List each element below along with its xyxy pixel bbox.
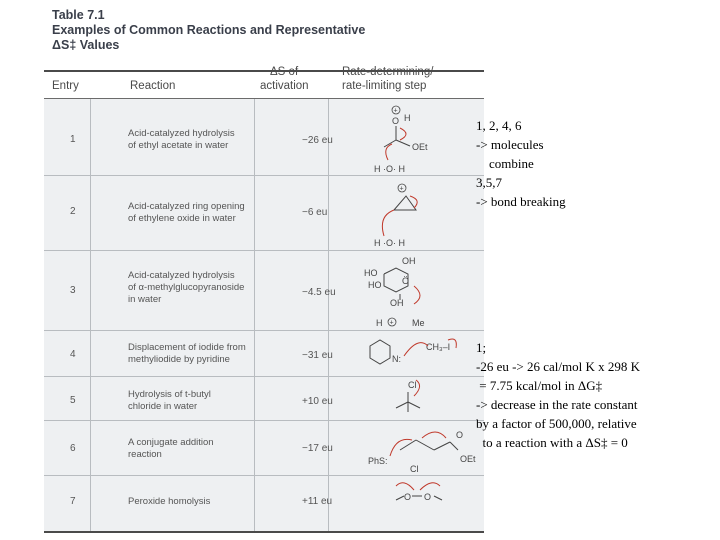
row-3-reaction	[128, 270, 278, 306]
r7-o2: O	[424, 492, 432, 502]
r4-ch3i: CH₃–I	[426, 342, 451, 352]
textbook-table-scan	[30, 0, 476, 540]
note-line: by a factor of 500,000, relative	[476, 416, 637, 431]
mechanism-diagrams	[360, 100, 484, 532]
row-6-entry: 6	[70, 443, 76, 454]
r3-h: H	[376, 318, 383, 328]
row-3-reaction-line: in water	[128, 294, 162, 305]
row-5-entry: 5	[70, 395, 76, 406]
row-4-reaction-line: methyliodide by pyridine	[128, 354, 230, 365]
note-line: to a reaction with a ΔS‡ = 0	[476, 435, 628, 450]
table-subtitle: Examples of Common Reactions and Representative ΔS‡ Values	[52, 23, 366, 52]
notes-block-1	[476, 116, 566, 211]
row-1-reaction-line: Acid-catalyzed hydrolysis	[128, 128, 235, 139]
mechanism-row-5	[396, 380, 420, 412]
r1-o: O	[392, 116, 400, 126]
row-3-reaction-line: Acid-catalyzed hydrolysis	[128, 270, 235, 281]
header-ds-1: ΔS of	[270, 66, 299, 78]
row-2-reaction	[128, 201, 278, 225]
note-line: -26 eu -> 26 cal/mol K x 298 K	[476, 359, 641, 374]
row-6-reaction-line: A conjugate addition	[128, 437, 214, 448]
row-2-ds: −6 eu	[302, 207, 328, 218]
r6-o: O	[456, 430, 464, 440]
r1-water: H ·O· H	[374, 164, 405, 174]
svg-text:+: +	[389, 319, 394, 327]
r1-h: H	[404, 113, 411, 123]
column-divider-1	[90, 99, 91, 532]
r3-ho1: HO	[364, 268, 378, 278]
mechanism-row-3	[364, 256, 425, 328]
mechanism-row-1	[374, 106, 428, 174]
note-line: -> molecules	[476, 137, 544, 152]
row-1-entry: 1	[70, 134, 76, 145]
row-1-reaction	[128, 128, 278, 152]
row-6-reaction-line: reaction	[128, 449, 162, 460]
header-reaction: Reaction	[130, 80, 176, 92]
row-2-reaction-line: of ethylene oxide in water	[128, 213, 236, 224]
r3-oh: OH	[402, 256, 416, 266]
svg-text:+: +	[399, 185, 404, 193]
svg-text:+: +	[393, 107, 398, 115]
note-line: 3,5,7	[476, 175, 502, 190]
header-ds-2: activation	[260, 80, 309, 92]
row-7-ds: +11 eu	[302, 496, 333, 507]
r4-n: N:	[392, 354, 401, 364]
r6-cl: Cl	[410, 464, 419, 474]
note-line: 1, 2, 4, 6	[476, 118, 522, 133]
table-title: Table 7.1	[52, 8, 105, 22]
r6-oet: OEt	[460, 454, 476, 464]
row-4-reaction	[128, 342, 278, 366]
r1-oet: OEt	[412, 142, 428, 152]
row-7-reaction	[128, 496, 278, 508]
r3-o: Ö	[402, 276, 410, 286]
mechanism-row-4	[370, 339, 456, 364]
r3-me: Me	[412, 318, 425, 328]
row-5-reaction	[128, 389, 278, 413]
r7-o1: O	[404, 492, 412, 502]
row-5-reaction-line: chloride in water	[128, 401, 198, 412]
notes-block-2	[476, 338, 640, 452]
note-line: -> decrease in the rate constant	[476, 397, 638, 412]
header-step-1: Rate-determining/	[342, 66, 434, 78]
row-5-reaction-line: Hydrolysis of t-butyl	[128, 389, 211, 400]
row-7-reaction-line: Peroxide homolysis	[128, 496, 211, 507]
header-entry: Entry	[52, 80, 79, 92]
note-line: = 7.75 kcal/mol in ΔG‡	[476, 378, 603, 393]
row-4-reaction-line: Displacement of iodide from	[128, 342, 246, 353]
row-2-entry: 2	[70, 206, 76, 217]
r6-phs: PhS:	[368, 456, 388, 466]
row-6-reaction	[128, 437, 278, 461]
note-line: -> bond breaking	[476, 194, 566, 209]
row-3-reaction-line: of α-methylglucopyranoside	[128, 282, 245, 293]
row-2-reaction-line: Acid-catalyzed ring opening	[128, 201, 245, 212]
mechanism-row-6	[368, 430, 476, 474]
mechanism-row-2	[374, 184, 417, 248]
column-divider-2	[254, 99, 255, 532]
row-5-ds: +10 eu	[302, 396, 333, 407]
column-divider-3	[328, 99, 329, 532]
row-1-ds: −26 eu	[302, 135, 333, 146]
mechanism-row-7	[396, 483, 442, 502]
row-7-entry: 7	[70, 496, 76, 507]
r2-water: H ·O· H	[374, 238, 405, 248]
row-1-reaction-line: of ethyl acetate in water	[128, 140, 229, 151]
r3-ho2: HO	[368, 280, 382, 290]
r3-oh2: OH	[390, 298, 404, 308]
row-6-ds: −17 eu	[302, 443, 333, 454]
row-4-ds: −31 eu	[302, 350, 333, 361]
row-4-entry: 4	[70, 349, 76, 360]
note-line: 1;	[476, 340, 487, 355]
header-step-2: rate-limiting step	[342, 80, 427, 92]
row-3-ds: −4.5 eu	[302, 287, 336, 298]
row-3-entry: 3	[70, 285, 76, 296]
note-line: combine	[476, 156, 534, 171]
r5-cl: Cl	[408, 380, 417, 390]
